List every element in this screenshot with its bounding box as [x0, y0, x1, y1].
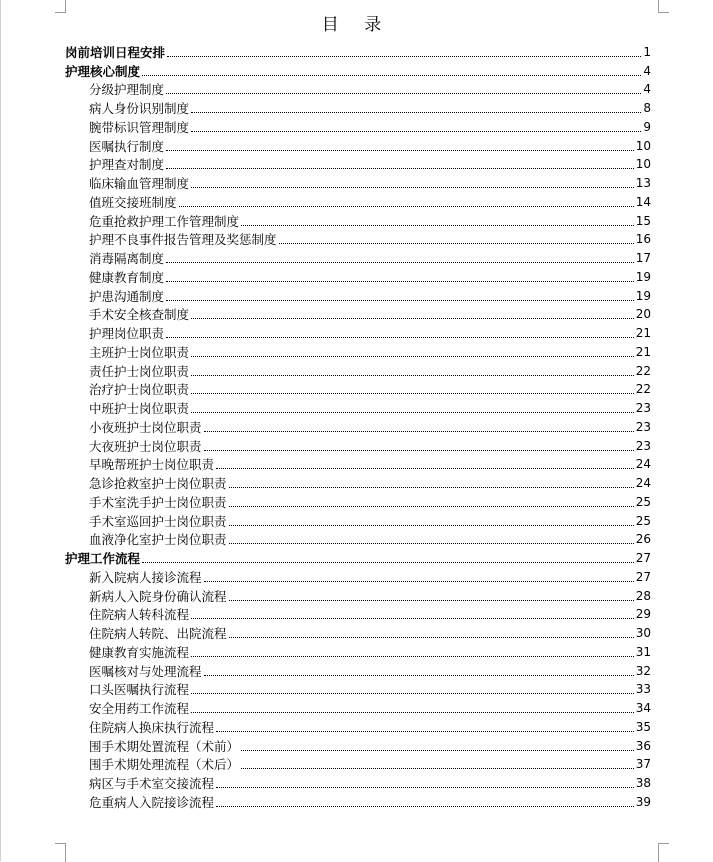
toc-entry[interactable]: [65, 79, 651, 98]
toc-page-number: 15: [635, 213, 651, 228]
toc-entry[interactable]: [65, 566, 651, 585]
toc-entry-label: 住院病人转院、出院流程: [89, 626, 227, 641]
toc-entry-label: 护理查对制度: [89, 157, 165, 173]
toc-entry[interactable]: [65, 154, 651, 173]
toc-page-number: 25: [635, 494, 651, 509]
toc-page-number: 34: [635, 701, 651, 715]
toc-heading-entry[interactable]: [65, 547, 651, 566]
toc-page-number: 31: [635, 644, 651, 659]
toc-dot-leader: [191, 655, 634, 657]
toc-page-number: 23: [635, 401, 651, 415]
toc-entry[interactable]: [65, 585, 651, 604]
toc-dot-leader: [216, 730, 634, 732]
toc-entry-label: 健康教育实施流程: [89, 644, 190, 660]
toc-entry-label: 健康教育制度: [89, 269, 165, 285]
toc-page-number: 19: [635, 288, 651, 303]
toc-page-number: 38: [635, 776, 651, 790]
toc-dot-leader: [191, 392, 634, 394]
toc-entry-label: 护患沟通制度: [89, 288, 165, 304]
toc-entry-label: 分级护理制度: [89, 82, 165, 98]
toc-entry-label: 岗前培训日程安排: [65, 44, 166, 60]
toc-page-number: 27: [635, 551, 651, 565]
toc-entry[interactable]: [65, 360, 651, 379]
crop-mark-bottom-left: [55, 843, 66, 862]
toc-entry[interactable]: [65, 172, 651, 191]
toc-entry-label: 中班护士岗位职责: [89, 401, 190, 416]
toc-dot-leader: [179, 205, 634, 207]
toc-dot-leader: [191, 130, 641, 132]
toc-entry[interactable]: [65, 510, 651, 529]
toc-dot-leader: [241, 749, 634, 751]
toc-entry-label: 手术室巡回护士岗位职责: [89, 513, 227, 529]
toc-page-number: 39: [635, 794, 651, 809]
toc-entry[interactable]: [65, 435, 651, 454]
toc-entry[interactable]: [65, 622, 651, 641]
toc-dot-leader: [241, 767, 634, 769]
toc-page-number: 10: [635, 157, 651, 172]
toc-entry-label: 腕带标识管理制度: [89, 119, 190, 135]
toc-page-number: 28: [635, 588, 651, 603]
toc-entry[interactable]: [65, 791, 651, 810]
toc-entry-label: 新病人入院身份确认流程: [89, 588, 227, 604]
toc-page-number: 36: [635, 738, 651, 753]
toc-page-number: 1: [643, 44, 651, 59]
toc-dot-leader: [204, 449, 634, 451]
toc-dot-leader: [191, 692, 634, 694]
toc-dot-leader: [279, 242, 634, 244]
toc-entry-label: 大夜班护士岗位职责: [89, 438, 202, 454]
toc-entry-label: 病区与手术室交接流程: [89, 776, 215, 791]
toc-entry-label: 危重抢救护理工作管理制度: [89, 213, 240, 229]
toc-entry-label: 护理核心制度: [65, 63, 141, 79]
toc-entry-label: 新入院病人接诊流程: [89, 569, 202, 585]
toc-dot-leader: [216, 786, 634, 788]
toc-entry[interactable]: [65, 285, 651, 304]
toc-entry-label: 值班交接班制度: [89, 194, 177, 210]
toc-entry-label: 医嘱核对与处理流程: [89, 663, 202, 679]
toc-dot-leader: [166, 167, 634, 169]
toc-entry-label: 医嘱执行制度: [89, 138, 165, 154]
toc-entry[interactable]: [65, 772, 651, 791]
toc-entry-label: 围手术期处理流程（术后）: [89, 757, 240, 773]
toc-page-number: 10: [635, 138, 651, 153]
toc-entry[interactable]: [65, 379, 651, 398]
toc-dot-leader: [229, 486, 634, 488]
toc-entry[interactable]: [65, 210, 651, 229]
toc-page-number: 37: [635, 757, 651, 772]
toc-page-number: 23: [635, 419, 651, 434]
toc-heading-entry[interactable]: [65, 60, 651, 79]
toc-entry-label: 临床输血管理制度: [89, 176, 190, 191]
toc-dot-leader: [142, 74, 641, 76]
toc-entry[interactable]: [65, 491, 651, 510]
toc-page-number: 21: [635, 326, 651, 340]
toc-page-number: 4: [643, 63, 651, 78]
toc-dot-leader: [216, 467, 634, 469]
toc-dot-leader: [191, 374, 634, 376]
toc-entry-label: 急诊抢救室护士岗位职责: [89, 476, 227, 491]
toc-dot-leader: [167, 55, 641, 57]
toc-title: 目 录: [321, 15, 392, 35]
toc-entry[interactable]: [65, 116, 651, 135]
toc-entry-label: 手术室洗手护士岗位职责: [89, 494, 227, 510]
toc-entry-label: 主班护士岗位职责: [89, 344, 190, 360]
toc-page-number: 25: [635, 513, 651, 528]
toc-entry[interactable]: [65, 247, 651, 266]
toc-entry-label: 责任护士岗位职责: [89, 363, 190, 379]
toc-page-number: 21: [635, 344, 651, 359]
toc-dot-leader: [241, 224, 634, 226]
toc-dot-leader: [142, 561, 634, 563]
toc-dot-leader: [229, 524, 634, 526]
toc-entry[interactable]: [65, 322, 651, 341]
toc-entry-label: 病人身份识别制度: [89, 101, 190, 116]
toc-entry[interactable]: [65, 529, 651, 548]
toc-entry[interactable]: [65, 266, 651, 285]
toc-dot-leader: [166, 336, 634, 338]
toc-page-number: 13: [635, 176, 651, 190]
toc-page-number: 35: [635, 719, 651, 734]
toc-entry[interactable]: [65, 716, 651, 735]
toc-entry[interactable]: [65, 135, 651, 154]
toc-page-number: 8: [643, 101, 651, 115]
toc-entry[interactable]: [65, 341, 651, 360]
toc-page-number: 24: [635, 457, 651, 472]
toc-dot-leader: [166, 261, 634, 263]
toc-entry[interactable]: [65, 191, 651, 210]
toc-entry-label: 护理岗位职责: [89, 326, 165, 341]
toc-page-number: 23: [635, 438, 651, 453]
toc-dot-leader: [229, 542, 634, 544]
toc-page-number: 20: [635, 307, 651, 322]
toc-entry-label: 血液净化室护士岗位职责: [89, 532, 227, 548]
toc-dot-leader: [191, 617, 634, 619]
toc-dot-leader: [229, 505, 634, 507]
toc-entry[interactable]: [65, 754, 651, 773]
toc-entry-label: 消毒隔离制度: [89, 251, 165, 266]
toc-entry-label: 护理不良事件报告管理及奖惩制度: [89, 232, 277, 248]
toc-entry[interactable]: [65, 416, 651, 435]
toc-dot-leader: [229, 599, 634, 601]
toc-page-number: 24: [635, 476, 651, 490]
toc-entry-label: 治疗护士岗位职责: [89, 382, 190, 398]
toc-entry[interactable]: [65, 454, 651, 473]
toc-dot-leader: [191, 186, 634, 188]
toc-page-number: 32: [635, 663, 651, 678]
toc-entry[interactable]: [65, 660, 651, 679]
toc-entry-label: 口头医嘱执行流程: [89, 682, 190, 698]
toc-page-number: 16: [635, 232, 651, 247]
toc-entry[interactable]: [65, 397, 651, 416]
toc-entry-label: 护理工作流程: [65, 551, 141, 566]
toc-page-number: 9: [643, 119, 651, 134]
toc-entry-label: 危重病人入院接诊流程: [89, 794, 215, 810]
toc-entry-label: 住院病人转科流程: [89, 607, 190, 623]
toc-entry[interactable]: [65, 735, 651, 754]
toc-entry[interactable]: [65, 229, 651, 248]
toc-page-number: 17: [635, 251, 651, 265]
toc-heading-entry[interactable]: [65, 41, 651, 60]
toc-entry[interactable]: [65, 697, 651, 716]
toc-entry-label: 安全用药工作流程: [89, 701, 190, 716]
toc-page-number: 26: [635, 532, 651, 547]
toc-dot-leader: [204, 580, 634, 582]
toc-page-number: 29: [635, 607, 651, 622]
toc-entry[interactable]: [65, 304, 651, 323]
toc-entry[interactable]: [65, 604, 651, 623]
toc-entry[interactable]: [65, 641, 651, 660]
toc-entry-label: 早晚帮班护士岗位职责: [89, 457, 215, 473]
toc-dot-leader: [204, 674, 634, 676]
page-edge: [0, 0, 1, 861]
toc-entry-label: 住院病人换床执行流程: [89, 719, 215, 735]
toc-entry-label: 小夜班护士岗位职责: [89, 419, 202, 435]
toc-page-number: 14: [635, 194, 651, 209]
toc-dot-leader: [216, 805, 634, 807]
toc-dot-leader: [166, 280, 634, 282]
toc-page-number: 4: [643, 82, 651, 97]
toc-page-number: 22: [635, 363, 651, 378]
toc-dot-leader: [191, 411, 634, 413]
toc-dot-leader: [166, 299, 634, 301]
toc-dot-leader: [191, 317, 634, 319]
toc-dot-leader: [191, 355, 634, 357]
table-of-contents: [65, 41, 651, 810]
toc-dot-leader: [204, 430, 634, 432]
toc-dot-leader: [191, 111, 641, 113]
toc-page-number: 27: [635, 569, 651, 584]
toc-page-number: 22: [635, 382, 651, 397]
toc-dot-leader: [191, 711, 634, 713]
toc-page-number: 30: [635, 626, 651, 640]
toc-dot-leader: [166, 92, 641, 94]
toc-entry-label: 围手术期处置流程（术前）: [89, 738, 240, 754]
toc-entry-label: 手术安全核查制度: [89, 307, 190, 323]
toc-entry[interactable]: [65, 472, 651, 491]
toc-page-number: 19: [635, 269, 651, 284]
toc-dot-leader: [166, 149, 634, 151]
toc-entry[interactable]: [65, 97, 651, 116]
toc-entry[interactable]: [65, 679, 651, 698]
toc-dot-leader: [229, 636, 634, 638]
crop-mark-bottom-right: [658, 843, 669, 862]
toc-page-number: 33: [635, 682, 651, 697]
